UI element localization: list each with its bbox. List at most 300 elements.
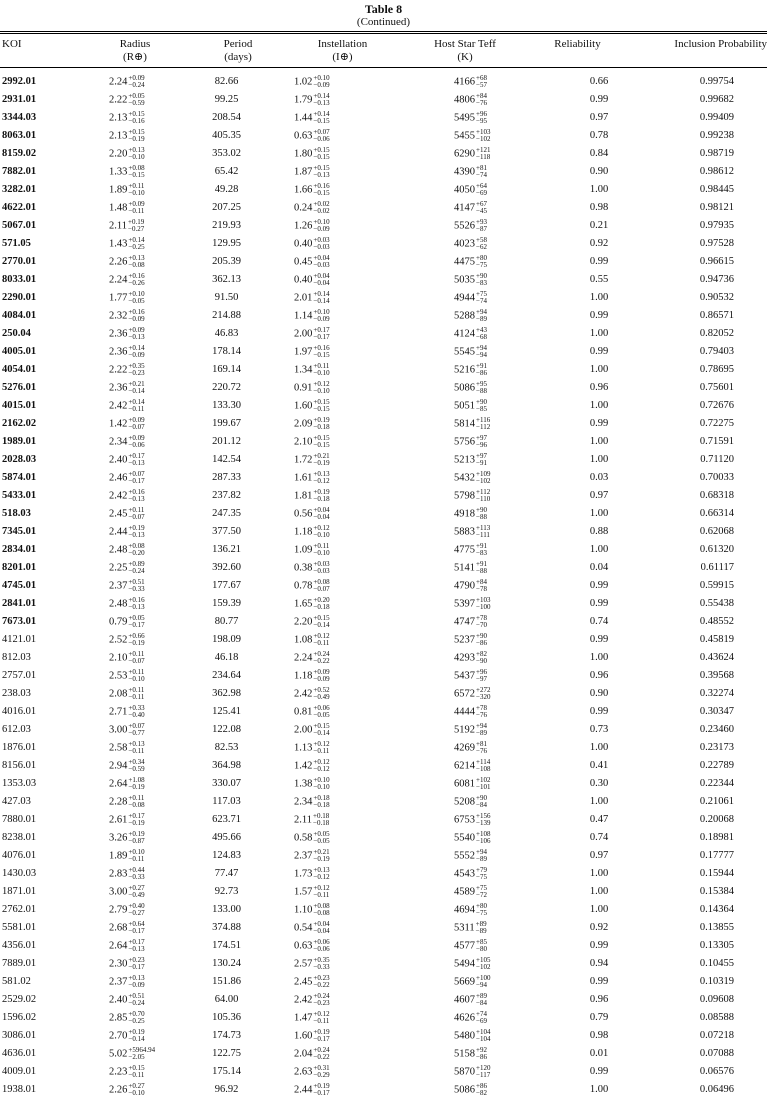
radius-cell bbox=[87, 631, 189, 649]
radius-cell bbox=[87, 181, 189, 199]
teff-cell bbox=[384, 883, 554, 901]
teff-cell-value: 4607 bbox=[454, 994, 475, 1006]
instellation-cell-lower-error: −0.10 bbox=[313, 387, 330, 395]
teff-cell-uncertainty bbox=[476, 993, 487, 1007]
radius-cell-lower-error: −0.11 bbox=[128, 207, 145, 215]
instellation-cell-uncertainty bbox=[313, 381, 329, 395]
inclusion-probability-cell: 0.32274 bbox=[699, 688, 734, 699]
period-cell: 125.41 bbox=[212, 706, 241, 717]
instellation-cell-upper-error: +0.20 bbox=[313, 596, 330, 604]
reliability-cell: 0.92 bbox=[589, 238, 609, 249]
teff-cell-upper-error: +74 bbox=[476, 1010, 487, 1018]
radius-cell-value: 2.68 bbox=[109, 922, 128, 934]
teff-cell-uncertainty bbox=[476, 1083, 487, 1097]
teff-cell-upper-error: +90 bbox=[476, 272, 487, 280]
radius-cell-value: 2.36 bbox=[109, 328, 128, 340]
instellation-cell-value: 1.18 bbox=[294, 526, 313, 538]
instellation-cell-value: 0.24 bbox=[294, 202, 313, 214]
instellation-cell bbox=[264, 145, 384, 163]
data-table bbox=[0, 73, 737, 1099]
teff-cell-value: 5870 bbox=[454, 1066, 475, 1078]
teff-cell-uncertainty bbox=[476, 759, 490, 773]
radius-cell bbox=[87, 1063, 189, 1081]
instellation-cell-value: 2.37 bbox=[294, 850, 313, 862]
instellation-cell-lower-error: −0.10 bbox=[313, 783, 330, 791]
teff-cell bbox=[384, 739, 554, 757]
radius-cell-uncertainty bbox=[128, 633, 144, 647]
instellation-cell-value: 0.40 bbox=[294, 238, 313, 250]
koi-cell: 4636.01 bbox=[2, 1048, 37, 1059]
instellation-cell-lower-error: −0.18 bbox=[313, 801, 330, 809]
radius-cell-upper-error: +0.66 bbox=[128, 632, 145, 640]
radius-cell-uncertainty bbox=[128, 651, 144, 665]
radius-cell bbox=[87, 73, 189, 91]
instellation-cell-value: 1.14 bbox=[294, 310, 313, 322]
teff-cell-upper-error: +78 bbox=[476, 614, 487, 622]
teff-cell-upper-error: +97 bbox=[476, 434, 487, 442]
instellation-cell-uncertainty bbox=[313, 273, 329, 287]
reliability-cell: 0.99 bbox=[589, 580, 609, 591]
radius-cell-uncertainty bbox=[128, 309, 144, 323]
teff-cell-uncertainty bbox=[476, 777, 490, 791]
koi-cell: 427.03 bbox=[2, 796, 31, 807]
teff-cell-lower-error: −104 bbox=[476, 1035, 491, 1043]
teff-cell-uncertainty bbox=[476, 813, 490, 827]
radius-cell bbox=[87, 1027, 189, 1045]
radius-cell-lower-error: −0.11 bbox=[128, 747, 145, 755]
radius-cell bbox=[87, 847, 189, 865]
instellation-cell-value: 2.01 bbox=[294, 292, 313, 304]
teff-cell-value: 4293 bbox=[454, 652, 475, 664]
teff-cell-lower-error: −101 bbox=[476, 783, 491, 791]
teff-cell-value: 4790 bbox=[454, 580, 475, 592]
koi-cell: 2834.01 bbox=[2, 544, 37, 555]
radius-cell-lower-error: −0.13 bbox=[128, 531, 145, 539]
radius-cell-value: 2.24 bbox=[109, 274, 128, 286]
teff-cell-lower-error: −139 bbox=[476, 819, 491, 827]
teff-cell-value: 4589 bbox=[454, 886, 475, 898]
radius-cell-uncertainty bbox=[128, 831, 144, 845]
instellation-cell-upper-error: +0.10 bbox=[313, 218, 330, 226]
radius-cell-upper-error: +0.17 bbox=[128, 812, 145, 820]
inclusion-probability-cell: 0.72676 bbox=[699, 400, 734, 411]
teff-cell bbox=[384, 685, 554, 703]
teff-cell-uncertainty bbox=[476, 309, 487, 323]
reliability-cell: 1.00 bbox=[589, 796, 609, 807]
instellation-cell-lower-error: −0.22 bbox=[313, 657, 330, 665]
koi-cell: 250.04 bbox=[2, 328, 31, 339]
teff-cell-lower-error: −82 bbox=[476, 1089, 487, 1097]
reliability-cell: 0.90 bbox=[589, 688, 609, 699]
teff-cell-lower-error: −110 bbox=[476, 495, 491, 503]
radius-cell bbox=[87, 469, 189, 487]
radius-cell-value: 2.22 bbox=[109, 364, 128, 376]
instellation-cell-uncertainty bbox=[313, 219, 329, 233]
instellation-cell-uncertainty bbox=[313, 579, 329, 593]
teff-cell-uncertainty bbox=[476, 525, 490, 539]
teff-cell bbox=[384, 109, 554, 127]
instellation-cell-uncertainty bbox=[313, 741, 329, 755]
radius-cell-upper-error: +0.13 bbox=[128, 254, 145, 262]
table-subtitle: (Continued) bbox=[356, 16, 411, 28]
period-cell: 105.36 bbox=[212, 1012, 241, 1023]
instellation-cell-value: 2.00 bbox=[294, 328, 313, 340]
koi-cell: 5581.01 bbox=[2, 922, 37, 933]
instellation-cell-upper-error: +0.15 bbox=[313, 434, 330, 442]
teff-cell-lower-error: −117 bbox=[476, 1071, 491, 1079]
table-row bbox=[0, 235, 737, 253]
teff-cell-upper-error: +80 bbox=[476, 902, 487, 910]
instellation-cell-lower-error: −0.19 bbox=[313, 855, 330, 863]
teff-cell-value: 6214 bbox=[454, 760, 475, 772]
teff-cell-value: 4775 bbox=[454, 544, 475, 556]
radius-cell-uncertainty bbox=[128, 525, 144, 539]
teff-cell-upper-error: +94 bbox=[476, 848, 487, 856]
radius-cell-value: 1.43 bbox=[109, 238, 128, 250]
table-row bbox=[0, 865, 737, 883]
inclusion-probability-cell: 0.94736 bbox=[699, 274, 734, 285]
reliability-cell: 1.00 bbox=[589, 364, 609, 375]
inclusion-probability-cell: 0.06576 bbox=[699, 1066, 734, 1077]
radius-cell bbox=[87, 109, 189, 127]
instellation-cell-uncertainty bbox=[313, 993, 329, 1007]
instellation-cell-upper-error: +0.14 bbox=[313, 92, 330, 100]
teff-cell-lower-error: −69 bbox=[476, 1017, 487, 1025]
radius-cell bbox=[87, 307, 189, 325]
period-cell: 377.50 bbox=[212, 526, 241, 537]
radius-cell-lower-error: −0.19 bbox=[128, 783, 145, 791]
reliability-cell: 0.99 bbox=[589, 634, 609, 645]
koi-cell: 8156.01 bbox=[2, 760, 37, 771]
instellation-cell-value: 0.58 bbox=[294, 832, 313, 844]
instellation-cell-upper-error: +0.09 bbox=[313, 668, 330, 676]
radius-cell bbox=[87, 289, 189, 307]
instellation-cell-value: 1.18 bbox=[294, 670, 313, 682]
radius-cell-value: 2.24 bbox=[109, 76, 128, 88]
reliability-cell: 0.74 bbox=[589, 832, 609, 843]
instellation-cell-upper-error: +0.02 bbox=[313, 200, 330, 208]
reliability-cell: 1.00 bbox=[589, 652, 609, 663]
teff-cell-value: 5669 bbox=[454, 976, 475, 988]
instellation-cell-uncertainty bbox=[313, 291, 329, 305]
radius-cell-lower-error: −0.17 bbox=[128, 477, 145, 485]
radius-cell-uncertainty bbox=[128, 777, 144, 791]
inclusion-probability-cell: 0.97935 bbox=[699, 220, 734, 231]
table-row bbox=[0, 523, 737, 541]
radius-cell-upper-error: +0.09 bbox=[128, 200, 145, 208]
radius-cell-uncertainty bbox=[128, 921, 144, 935]
teff-cell-upper-error: +120 bbox=[476, 1064, 491, 1072]
teff-cell-lower-error: −75 bbox=[476, 909, 487, 917]
teff-cell-uncertainty bbox=[476, 129, 490, 143]
table-row bbox=[0, 505, 737, 523]
instellation-cell-uncertainty bbox=[313, 705, 329, 719]
teff-cell-uncertainty bbox=[476, 237, 487, 251]
teff-cell-uncertainty bbox=[476, 453, 487, 467]
instellation-cell-upper-error: +0.13 bbox=[313, 866, 330, 874]
radius-cell-uncertainty bbox=[128, 129, 144, 143]
teff-cell bbox=[384, 847, 554, 865]
radius-cell bbox=[87, 1009, 189, 1027]
table-row bbox=[0, 559, 737, 577]
radius-cell-value: 2.53 bbox=[109, 670, 128, 682]
teff-cell bbox=[384, 451, 554, 469]
radius-cell-uncertainty bbox=[128, 993, 144, 1007]
radius-cell-lower-error: −0.09 bbox=[128, 981, 145, 989]
period-cell: 220.72 bbox=[212, 382, 241, 393]
koi-cell: 8201.01 bbox=[2, 562, 37, 573]
period-cell: 65.42 bbox=[214, 166, 239, 177]
teff-cell bbox=[384, 811, 554, 829]
instellation-cell-lower-error: −0.14 bbox=[313, 729, 330, 737]
koi-cell: 8238.01 bbox=[2, 832, 37, 843]
reliability-cell: 1.00 bbox=[589, 184, 609, 195]
instellation-cell-uncertainty bbox=[313, 525, 329, 539]
radius-cell-lower-error: −0.07 bbox=[128, 513, 145, 521]
instellation-cell-value: 2.00 bbox=[294, 724, 313, 736]
period-cell: 495.66 bbox=[212, 832, 241, 843]
teff-cell bbox=[384, 757, 554, 775]
reliability-cell: 0.04 bbox=[589, 562, 609, 573]
teff-cell-lower-error: −86 bbox=[476, 369, 487, 377]
instellation-cell bbox=[264, 415, 384, 433]
teff-cell-value: 5526 bbox=[454, 220, 475, 232]
teff-cell-lower-error: −86 bbox=[476, 639, 487, 647]
teff-cell-uncertainty bbox=[476, 651, 487, 665]
table-row bbox=[0, 199, 737, 217]
instellation-cell-lower-error: −0.04 bbox=[313, 927, 330, 935]
inclusion-probability-cell: 0.62068 bbox=[699, 526, 734, 537]
instellation-cell bbox=[264, 739, 384, 757]
radius-cell-uncertainty bbox=[128, 255, 144, 269]
teff-cell-upper-error: +90 bbox=[476, 794, 487, 802]
radius-cell-upper-error: +0.11 bbox=[128, 650, 145, 658]
koi-cell: 7673.01 bbox=[2, 616, 37, 627]
table-row bbox=[0, 667, 737, 685]
teff-cell-value: 4918 bbox=[454, 508, 475, 520]
radius-cell-uncertainty bbox=[128, 867, 144, 881]
radius-cell bbox=[87, 1045, 189, 1063]
teff-cell bbox=[384, 595, 554, 613]
instellation-cell-uncertainty bbox=[313, 651, 329, 665]
instellation-cell bbox=[264, 847, 384, 865]
inclusion-probability-cell: 0.07218 bbox=[699, 1030, 734, 1041]
instellation-cell-upper-error: +0.06 bbox=[313, 938, 330, 946]
instellation-cell bbox=[264, 433, 384, 451]
radius-cell-upper-error: +0.51 bbox=[128, 992, 145, 1000]
instellation-cell-uncertainty bbox=[313, 687, 329, 701]
instellation-cell-uncertainty bbox=[313, 867, 329, 881]
inclusion-probability-cell: 0.13305 bbox=[699, 940, 734, 951]
table-header bbox=[0, 38, 767, 66]
table-row bbox=[0, 343, 737, 361]
instellation-cell-upper-error: +0.06 bbox=[313, 704, 330, 712]
teff-cell bbox=[384, 613, 554, 631]
inclusion-probability-cell: 0.17777 bbox=[699, 850, 734, 861]
teff-cell-upper-error: +89 bbox=[475, 920, 487, 928]
radius-cell-upper-error: +0.51 bbox=[128, 578, 145, 586]
instellation-cell-uncertainty bbox=[313, 507, 329, 521]
table-row bbox=[0, 451, 737, 469]
instellation-cell bbox=[264, 631, 384, 649]
radius-cell-value: 2.13 bbox=[109, 130, 128, 142]
radius-cell-lower-error: −0.11 bbox=[128, 405, 145, 413]
radius-cell-uncertainty bbox=[128, 597, 144, 611]
teff-cell-value: 6572 bbox=[454, 688, 475, 700]
teff-cell bbox=[384, 865, 554, 883]
period-cell: 175.14 bbox=[212, 1066, 241, 1077]
radius-cell-lower-error: −0.87 bbox=[128, 837, 145, 845]
koi-cell: 7882.01 bbox=[2, 166, 37, 177]
teff-cell-value: 5883 bbox=[454, 526, 475, 538]
teff-cell-uncertainty bbox=[476, 471, 490, 485]
radius-cell bbox=[87, 577, 189, 595]
instellation-cell-value: 1.09 bbox=[294, 544, 313, 556]
instellation-cell-lower-error: −0.08 bbox=[313, 909, 330, 917]
teff-cell-lower-error: −84 bbox=[476, 999, 487, 1007]
instellation-cell-uncertainty bbox=[313, 435, 329, 449]
teff-cell-uncertainty bbox=[476, 345, 487, 359]
teff-cell-value: 5086 bbox=[454, 1084, 475, 1096]
teff-cell-upper-error: +81 bbox=[476, 740, 487, 748]
reliability-cell: 0.92 bbox=[589, 922, 609, 933]
instellation-cell-value: 2.44 bbox=[294, 1084, 313, 1096]
teff-cell bbox=[384, 1081, 554, 1099]
table-row bbox=[0, 487, 737, 505]
instellation-cell-upper-error: +0.15 bbox=[313, 614, 330, 622]
reliability-cell: 0.99 bbox=[589, 310, 609, 321]
inclusion-probability-cell: 0.39568 bbox=[699, 670, 734, 681]
instellation-cell-upper-error: +0.19 bbox=[313, 488, 330, 496]
reliability-cell: 0.96 bbox=[589, 994, 609, 1005]
teff-cell-uncertainty bbox=[476, 1065, 490, 1079]
teff-cell-uncertainty bbox=[476, 975, 490, 989]
teff-cell-uncertainty bbox=[476, 741, 487, 755]
teff-cell-uncertainty bbox=[476, 273, 487, 287]
teff-cell-upper-error: +105 bbox=[476, 956, 491, 964]
teff-cell-upper-error: +121 bbox=[476, 146, 491, 154]
radius-cell-lower-error: −0.27 bbox=[128, 225, 145, 233]
teff-cell-upper-error: +96 bbox=[476, 110, 487, 118]
table-row bbox=[0, 937, 737, 955]
radius-cell bbox=[87, 361, 189, 379]
radius-cell-uncertainty bbox=[128, 75, 144, 89]
top-rule bbox=[0, 31, 767, 32]
radius-cell bbox=[87, 811, 189, 829]
radius-cell-lower-error: −0.17 bbox=[128, 621, 145, 629]
teff-cell-lower-error: −118 bbox=[476, 153, 491, 161]
radius-cell-uncertainty bbox=[128, 219, 144, 233]
period-cell: 330.07 bbox=[212, 778, 241, 789]
radius-cell-uncertainty bbox=[128, 471, 144, 485]
teff-cell bbox=[384, 289, 554, 307]
radius-cell-upper-error: +0.10 bbox=[128, 848, 145, 856]
koi-cell: 5433.01 bbox=[2, 490, 37, 501]
radius-cell bbox=[87, 415, 189, 433]
period-cell: 99.25 bbox=[214, 94, 239, 105]
reliability-cell: 1.00 bbox=[589, 328, 609, 339]
radius-cell-upper-error: +0.10 bbox=[128, 290, 145, 298]
period-cell: 133.30 bbox=[212, 400, 241, 411]
instellation-cell bbox=[264, 73, 384, 91]
instellation-cell-upper-error: +0.14 bbox=[313, 290, 330, 298]
radius-cell-value: 2.25 bbox=[109, 562, 128, 574]
inclusion-probability-cell: 0.71591 bbox=[699, 436, 734, 447]
instellation-cell-uncertainty bbox=[313, 309, 329, 323]
table-row bbox=[0, 253, 737, 271]
teff-cell-uncertainty bbox=[476, 885, 487, 899]
instellation-cell-upper-error: +0.19 bbox=[313, 1028, 330, 1036]
inclusion-probability-cell: 0.10319 bbox=[699, 976, 734, 987]
radius-cell bbox=[87, 829, 189, 847]
instellation-cell-value: 0.54 bbox=[294, 922, 313, 934]
teff-cell-value: 6081 bbox=[454, 778, 475, 790]
koi-cell: 7889.01 bbox=[2, 958, 37, 969]
teff-cell-uncertainty bbox=[476, 1029, 490, 1043]
radius-cell-value: 2.37 bbox=[109, 976, 128, 988]
instellation-cell-uncertainty bbox=[313, 723, 329, 737]
radius-cell-uncertainty bbox=[128, 435, 144, 449]
instellation-cell-upper-error: +0.16 bbox=[313, 344, 330, 352]
reliability-cell: 0.55 bbox=[589, 274, 609, 285]
radius-cell bbox=[87, 541, 189, 559]
radius-cell-uncertainty bbox=[128, 543, 144, 557]
instellation-cell-uncertainty bbox=[313, 885, 329, 899]
teff-cell-upper-error: +79 bbox=[476, 866, 487, 874]
radius-cell-lower-error: −0.23 bbox=[128, 369, 145, 377]
teff-cell-lower-error: −320 bbox=[476, 693, 491, 701]
teff-cell-upper-error: +272 bbox=[476, 686, 491, 694]
radius-cell-lower-error: −0.33 bbox=[128, 585, 145, 593]
instellation-cell-uncertainty bbox=[313, 795, 329, 809]
instellation-cell-value: 1.87 bbox=[294, 166, 313, 178]
instellation-cell-upper-error: +0.08 bbox=[313, 902, 330, 910]
instellation-cell-upper-error: +0.14 bbox=[313, 110, 330, 118]
inclusion-probability-cell: 0.78695 bbox=[699, 364, 734, 375]
instellation-cell-lower-error: −0.12 bbox=[313, 477, 330, 485]
radius-cell-uncertainty bbox=[128, 1011, 144, 1025]
teff-cell-value: 4694 bbox=[454, 904, 475, 916]
inclusion-probability-cell: 0.98445 bbox=[699, 184, 734, 195]
instellation-cell-value: 1.60 bbox=[294, 400, 313, 412]
teff-cell-upper-error: +109 bbox=[476, 470, 491, 478]
instellation-cell bbox=[264, 235, 384, 253]
instellation-cell-upper-error: +0.08 bbox=[313, 578, 330, 586]
period-cell: 46.83 bbox=[214, 328, 239, 339]
instellation-cell-upper-error: +0.52 bbox=[313, 686, 330, 694]
radius-cell-lower-error: −0.27 bbox=[128, 909, 145, 917]
instellation-cell-lower-error: −0.05 bbox=[313, 837, 330, 845]
period-cell: 214.88 bbox=[212, 310, 241, 321]
teff-cell-uncertainty bbox=[476, 489, 490, 503]
radius-cell bbox=[87, 775, 189, 793]
period-cell: 117.03 bbox=[212, 796, 241, 807]
instellation-cell bbox=[264, 1045, 384, 1063]
radius-cell-upper-error: +0.23 bbox=[128, 956, 145, 964]
inclusion-probability-cell: 0.30347 bbox=[699, 706, 734, 717]
radius-cell-uncertainty bbox=[128, 363, 144, 377]
header-period bbox=[198, 38, 278, 64]
table-row bbox=[0, 1027, 737, 1045]
teff-cell-upper-error: +81 bbox=[476, 164, 487, 172]
radius-cell bbox=[87, 343, 189, 361]
instellation-cell-lower-error: −0.09 bbox=[313, 315, 330, 323]
teff-cell-upper-error: +94 bbox=[476, 722, 487, 730]
radius-cell-upper-error: +0.70 bbox=[128, 1010, 145, 1018]
instellation-cell-uncertainty bbox=[313, 813, 329, 827]
teff-cell bbox=[384, 793, 554, 811]
period-cell: 392.60 bbox=[212, 562, 241, 573]
